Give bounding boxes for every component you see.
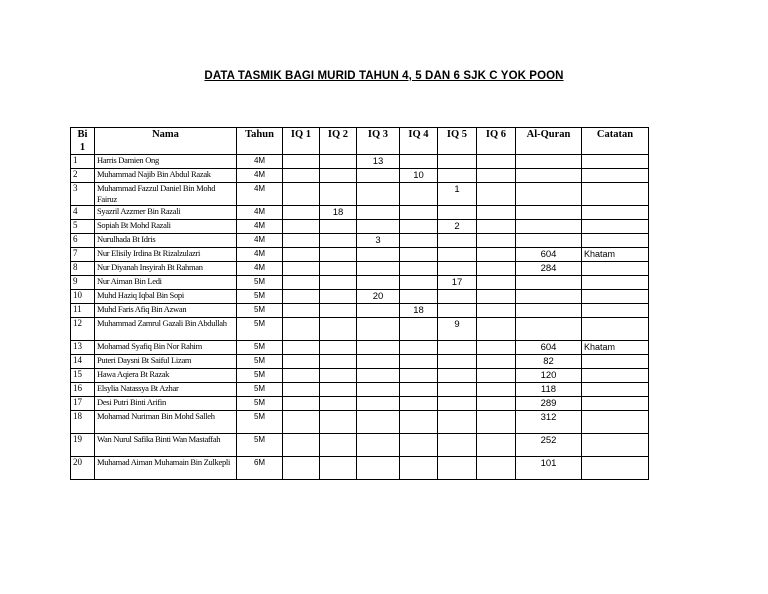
header-bil: Bi 1 <box>71 128 95 155</box>
row-alquran-cell: 120 <box>516 369 582 383</box>
row-iq6-cell <box>477 262 516 276</box>
row-catatan-cell <box>582 383 649 397</box>
row-iq6-cell <box>477 355 516 369</box>
table-row <box>71 262 649 276</box>
header-iq6: IQ 6 <box>477 128 516 155</box>
row-iq4-cell <box>400 155 438 169</box>
row-iq5-cell: 17 <box>438 276 477 290</box>
row-nama-cell: Muhammad Zamrul Gazali Bin Abdullah <box>95 318 237 341</box>
row-iq3-cell <box>357 318 400 341</box>
row-bil-cell: 17 <box>71 397 95 411</box>
row-iq6-cell <box>477 248 516 262</box>
row-iq4-cell <box>400 457 438 480</box>
row-iq1-cell <box>283 411 320 434</box>
row-catatan-cell <box>582 276 649 290</box>
header-iq5: IQ 5 <box>438 128 477 155</box>
row-catatan-cell <box>582 183 649 206</box>
row-iq2-cell <box>320 397 357 411</box>
row-catatan-cell <box>582 457 649 480</box>
row-bil-cell: 20 <box>71 457 95 480</box>
row-iq6-cell <box>477 220 516 234</box>
row-iq6-cell <box>477 290 516 304</box>
row-iq5-cell: 2 <box>438 220 477 234</box>
row-nama-cell: Muhd Haziq Iqbal Bin Sopi <box>95 290 237 304</box>
row-iq3-cell <box>357 341 400 355</box>
row-iq3-cell: 20 <box>357 290 400 304</box>
row-tahun-cell: 4M <box>237 248 283 262</box>
row-alquran-cell: 604 <box>516 341 582 355</box>
row-catatan-cell <box>582 234 649 248</box>
row-iq4-cell <box>400 248 438 262</box>
row-iq4-cell <box>400 234 438 248</box>
row-iq5-cell: 1 <box>438 183 477 206</box>
row-bil-cell: 2 <box>71 169 95 183</box>
row-iq2-cell <box>320 169 357 183</box>
table-row <box>71 206 649 220</box>
row-alquran-cell <box>516 169 582 183</box>
row-iq5-cell <box>438 383 477 397</box>
row-iq6-cell <box>477 341 516 355</box>
row-nama-cell: Muhammad Fazzul Daniel Bin Mohd Fairuz <box>95 183 237 206</box>
header-iq1: IQ 1 <box>283 128 320 155</box>
row-iq3-cell <box>357 169 400 183</box>
row-iq3-cell <box>357 369 400 383</box>
row-tahun-cell: 5M <box>237 290 283 304</box>
row-iq1-cell <box>283 341 320 355</box>
row-iq2-cell <box>320 457 357 480</box>
row-alquran-cell <box>516 220 582 234</box>
header-iq4: IQ 4 <box>400 128 438 155</box>
row-bil-cell: 5 <box>71 220 95 234</box>
row-alquran-cell <box>516 276 582 290</box>
row-iq6-cell <box>477 169 516 183</box>
row-iq3-cell <box>357 383 400 397</box>
row-iq2-cell <box>320 183 357 206</box>
row-iq5-cell <box>438 411 477 434</box>
row-tahun-cell: 5M <box>237 304 283 318</box>
row-iq2-cell <box>320 262 357 276</box>
row-catatan-cell <box>582 355 649 369</box>
row-iq5-cell <box>438 457 477 480</box>
row-tahun-cell: 4M <box>237 155 283 169</box>
row-bil-cell: 6 <box>71 234 95 248</box>
row-iq2-cell <box>320 318 357 341</box>
table-row <box>71 411 649 434</box>
row-bil-cell: 15 <box>71 369 95 383</box>
row-nama-cell: Elsylia Natassya Bt Azhar <box>95 383 237 397</box>
row-bil-cell: 8 <box>71 262 95 276</box>
row-iq5-cell <box>438 434 477 457</box>
row-iq4-cell <box>400 411 438 434</box>
row-iq5-cell <box>438 290 477 304</box>
row-nama-cell: Muhammad Najib Bin Abdul Razak <box>95 169 237 183</box>
row-iq2-cell <box>320 248 357 262</box>
row-bil-cell: 3 <box>71 183 95 206</box>
row-iq6-cell <box>477 397 516 411</box>
row-tahun-cell: 4M <box>237 183 283 206</box>
row-bil-cell: 9 <box>71 276 95 290</box>
row-tahun-cell: 5M <box>237 369 283 383</box>
table-row <box>71 397 649 411</box>
row-iq6-cell <box>477 318 516 341</box>
row-iq6-cell <box>477 383 516 397</box>
row-catatan-cell <box>582 369 649 383</box>
row-alquran-cell <box>516 290 582 304</box>
row-catatan-cell <box>582 206 649 220</box>
row-bil-cell: 1 <box>71 155 95 169</box>
row-iq2-cell <box>320 355 357 369</box>
row-iq1-cell <box>283 169 320 183</box>
row-iq3-cell <box>357 183 400 206</box>
row-alquran-cell: 118 <box>516 383 582 397</box>
row-tahun-cell: 5M <box>237 397 283 411</box>
row-catatan-cell <box>582 220 649 234</box>
row-bil-cell: 13 <box>71 341 95 355</box>
row-iq2-cell <box>320 341 357 355</box>
row-iq6-cell <box>477 183 516 206</box>
row-iq3-cell <box>357 355 400 369</box>
row-bil-cell: 14 <box>71 355 95 369</box>
table-row <box>71 183 649 206</box>
row-iq3-cell <box>357 262 400 276</box>
row-iq3-cell: 3 <box>357 234 400 248</box>
table-row <box>71 457 649 480</box>
row-iq3-cell <box>357 248 400 262</box>
row-iq1-cell <box>283 234 320 248</box>
row-iq2-cell <box>320 155 357 169</box>
row-nama-cell: Nur Elisily Irdina Bt Rizalzulazri <box>95 248 237 262</box>
header-iq3: IQ 3 <box>357 128 400 155</box>
row-tahun-cell: 4M <box>237 220 283 234</box>
row-nama-cell: Harris Damien Ong <box>95 155 237 169</box>
row-iq4-cell <box>400 397 438 411</box>
row-iq1-cell <box>283 290 320 304</box>
row-nama-cell: Nurulhada Bt Idris <box>95 234 237 248</box>
row-iq5-cell <box>438 397 477 411</box>
row-catatan-cell: Khatam <box>582 248 649 262</box>
table-row <box>71 220 649 234</box>
row-tahun-cell: 5M <box>237 276 283 290</box>
row-bil-cell: 11 <box>71 304 95 318</box>
row-tahun-cell: 5M <box>237 341 283 355</box>
row-tahun-cell: 4M <box>237 206 283 220</box>
row-alquran-cell: 604 <box>516 248 582 262</box>
row-iq1-cell <box>283 369 320 383</box>
row-catatan-cell <box>582 262 649 276</box>
row-iq6-cell <box>477 411 516 434</box>
header-alquran: Al-Quran <box>516 128 582 155</box>
row-iq3-cell <box>357 220 400 234</box>
row-iq4-cell <box>400 183 438 206</box>
row-iq2-cell: 18 <box>320 206 357 220</box>
row-iq4-cell <box>400 355 438 369</box>
row-catatan-cell: Khatam <box>582 341 649 355</box>
row-iq5-cell <box>438 369 477 383</box>
row-bil-cell: 19 <box>71 434 95 457</box>
header-nama: Nama <box>95 128 237 155</box>
row-iq6-cell <box>477 234 516 248</box>
row-tahun-cell: 4M <box>237 169 283 183</box>
row-iq1-cell <box>283 457 320 480</box>
row-iq4-cell <box>400 290 438 304</box>
row-iq3-cell <box>357 411 400 434</box>
row-iq2-cell <box>320 276 357 290</box>
row-iq1-cell <box>283 262 320 276</box>
row-nama-cell: Muhd Faris Afiq Bin Azwan <box>95 304 237 318</box>
row-iq1-cell <box>283 397 320 411</box>
row-alquran-cell: 101 <box>516 457 582 480</box>
row-iq6-cell <box>477 206 516 220</box>
row-tahun-cell: 6M <box>237 457 283 480</box>
table-header-row <box>71 128 649 155</box>
row-alquran-cell: 289 <box>516 397 582 411</box>
row-iq4-cell: 18 <box>400 304 438 318</box>
row-nama-cell: Nur Aiman Bin Ledi <box>95 276 237 290</box>
row-iq5-cell <box>438 341 477 355</box>
row-iq1-cell <box>283 434 320 457</box>
row-iq3-cell <box>357 434 400 457</box>
row-iq3-cell <box>357 276 400 290</box>
row-iq4-cell <box>400 369 438 383</box>
row-bil-cell: 12 <box>71 318 95 341</box>
row-iq1-cell <box>283 304 320 318</box>
table-row <box>71 248 649 262</box>
header-iq2: IQ 2 <box>320 128 357 155</box>
row-tahun-cell: 5M <box>237 318 283 341</box>
row-iq1-cell <box>283 155 320 169</box>
row-iq4-cell <box>400 276 438 290</box>
row-nama-cell: Muhamad Aiman Muhamain Bin Zulkepli <box>95 457 237 480</box>
row-nama-cell: Mohamad Syafiq Bin Nor Rahim <box>95 341 237 355</box>
row-iq1-cell <box>283 276 320 290</box>
table-row <box>71 304 649 318</box>
row-iq4-cell: 10 <box>400 169 438 183</box>
row-alquran-cell <box>516 206 582 220</box>
row-alquran-cell: 312 <box>516 411 582 434</box>
row-iq5-cell <box>438 304 477 318</box>
row-catatan-cell <box>582 411 649 434</box>
table-row <box>71 155 649 169</box>
table-body <box>71 155 649 480</box>
row-tahun-cell: 5M <box>237 383 283 397</box>
row-iq1-cell <box>283 248 320 262</box>
table-row <box>71 341 649 355</box>
row-alquran-cell: 252 <box>516 434 582 457</box>
row-iq2-cell <box>320 290 357 304</box>
row-iq2-cell <box>320 220 357 234</box>
row-iq4-cell <box>400 318 438 341</box>
row-catatan-cell <box>582 169 649 183</box>
tasmik-table <box>70 127 649 480</box>
row-iq1-cell <box>283 183 320 206</box>
row-iq2-cell <box>320 304 357 318</box>
row-bil-cell: 10 <box>71 290 95 304</box>
row-bil-cell: 7 <box>71 248 95 262</box>
row-nama-cell: Hawa Aqiera Bt Razak <box>95 369 237 383</box>
row-iq2-cell <box>320 234 357 248</box>
row-nama-cell: Nur Diyanah Insyirah Bt Rahman <box>95 262 237 276</box>
row-alquran-cell <box>516 155 582 169</box>
table-row <box>71 434 649 457</box>
row-iq5-cell <box>438 355 477 369</box>
row-iq3-cell: 13 <box>357 155 400 169</box>
row-alquran-cell <box>516 183 582 206</box>
header-catatan: Catatan <box>582 128 649 155</box>
row-iq5-cell <box>438 248 477 262</box>
row-iq4-cell <box>400 220 438 234</box>
row-iq1-cell <box>283 206 320 220</box>
row-catatan-cell <box>582 318 649 341</box>
row-iq6-cell <box>477 276 516 290</box>
row-catatan-cell <box>582 397 649 411</box>
row-catatan-cell <box>582 434 649 457</box>
row-iq4-cell <box>400 206 438 220</box>
row-iq3-cell <box>357 397 400 411</box>
row-iq6-cell <box>477 434 516 457</box>
row-alquran-cell: 82 <box>516 355 582 369</box>
row-bil-cell: 4 <box>71 206 95 220</box>
row-tahun-cell: 5M <box>237 355 283 369</box>
row-nama-cell: Puteri Daysni Bt Saiful Lizam <box>95 355 237 369</box>
row-iq5-cell <box>438 234 477 248</box>
row-iq4-cell <box>400 262 438 276</box>
row-iq2-cell <box>320 434 357 457</box>
row-iq5-cell <box>438 155 477 169</box>
row-iq3-cell <box>357 206 400 220</box>
row-bil-cell: 18 <box>71 411 95 434</box>
row-iq4-cell <box>400 383 438 397</box>
document-title: DATA TASMIK BAGI MURID TAHUN 4, 5 DAN 6 SJK C YOK POON <box>204 70 564 82</box>
row-iq2-cell <box>320 411 357 434</box>
row-nama-cell: Syazril Azzmer Bin Razali <box>95 206 237 220</box>
header-tahun: Tahun <box>237 128 283 155</box>
table-row <box>71 234 649 248</box>
table-row <box>71 290 649 304</box>
row-iq2-cell <box>320 369 357 383</box>
row-iq4-cell <box>400 341 438 355</box>
row-nama-cell: Sopiah Bt Mohd Razali <box>95 220 237 234</box>
row-nama-cell: Desi Putri Binti Arifin <box>95 397 237 411</box>
row-iq6-cell <box>477 304 516 318</box>
row-alquran-cell <box>516 318 582 341</box>
row-alquran-cell <box>516 234 582 248</box>
row-iq6-cell <box>477 369 516 383</box>
row-iq5-cell <box>438 206 477 220</box>
row-nama-cell: Wan Nurul Safika Binti Wan Mastaffah <box>95 434 237 457</box>
table-row <box>71 276 649 290</box>
row-iq5-cell <box>438 262 477 276</box>
row-alquran-cell: 284 <box>516 262 582 276</box>
row-catatan-cell <box>582 290 649 304</box>
row-iq2-cell <box>320 383 357 397</box>
row-tahun-cell: 4M <box>237 234 283 248</box>
row-iq5-cell: 9 <box>438 318 477 341</box>
row-iq1-cell <box>283 318 320 341</box>
row-iq1-cell <box>283 220 320 234</box>
row-iq6-cell <box>477 155 516 169</box>
row-nama-cell: Mohamad Nuriman Bin Mohd Salleh <box>95 411 237 434</box>
table-row <box>71 318 649 341</box>
row-bil-cell: 16 <box>71 383 95 397</box>
row-tahun-cell: 5M <box>237 411 283 434</box>
row-tahun-cell: 5M <box>237 434 283 457</box>
row-iq5-cell <box>438 169 477 183</box>
row-iq3-cell <box>357 457 400 480</box>
table-row <box>71 383 649 397</box>
row-iq1-cell <box>283 355 320 369</box>
row-iq1-cell <box>283 383 320 397</box>
row-alquran-cell <box>516 304 582 318</box>
table-row <box>71 355 649 369</box>
row-catatan-cell <box>582 155 649 169</box>
table-row <box>71 369 649 383</box>
row-tahun-cell: 4M <box>237 262 283 276</box>
table-row <box>71 169 649 183</box>
row-catatan-cell <box>582 304 649 318</box>
row-iq6-cell <box>477 457 516 480</box>
row-iq4-cell <box>400 434 438 457</box>
row-iq3-cell <box>357 304 400 318</box>
